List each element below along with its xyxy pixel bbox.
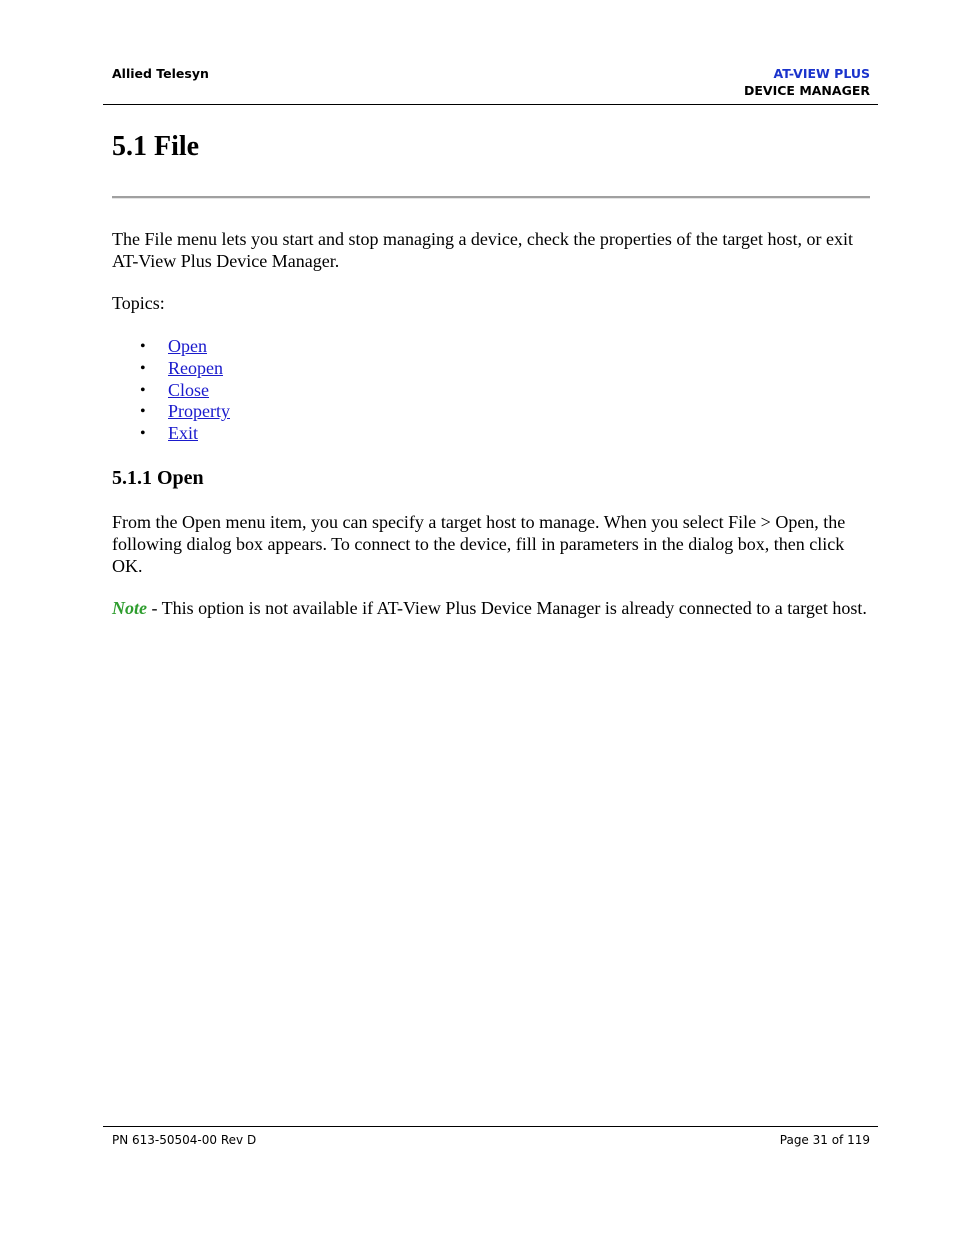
bullet-icon: • (140, 425, 146, 442)
product-name: AT-VIEW PLUS (773, 66, 870, 81)
bullet-icon: • (140, 403, 146, 421)
list-item (112, 401, 230, 423)
product-subtitle: DEVICE MANAGER (744, 83, 870, 98)
page-footer (103, 1126, 878, 1151)
company-name: Allied Telesyn (112, 66, 209, 81)
intro-paragraph: The File menu lets you start and stop managing a device, check the properties of the target host, or exit AT-View Plus Device Manager. (112, 229, 853, 271)
note-paragraph (112, 597, 872, 619)
list-item (112, 358, 230, 380)
bullet-icon: • (140, 381, 146, 399)
part-number: PN 613-50504-00 Rev D (112, 1133, 257, 1147)
topic-link-close[interactable]: Close (168, 379, 210, 400)
topic-link-property[interactable]: Property (168, 401, 230, 422)
list-item (112, 380, 230, 402)
page-header (103, 64, 878, 105)
section-title: 5.1 File (112, 131, 200, 162)
topic-link-exit[interactable]: Exit (168, 423, 198, 443)
note-text: - This option is not available if AT-View Plus Device Manager is already connected to a target host. (147, 598, 867, 618)
topic-link-open[interactable]: Open (168, 336, 207, 356)
subsection-title: 5.1.1 Open (112, 467, 204, 489)
bullet-icon: • (140, 338, 146, 355)
list-item (112, 423, 230, 445)
title-divider (112, 196, 870, 199)
open-description: From the Open menu item, you can specify a target host to manage. When you select File > Open, the following dialog box appears. To connect to the device, fill in parameters in the dialog box, then click OK. (112, 512, 846, 576)
topics-label: Topics: (112, 293, 165, 313)
topic-link-reopen[interactable]: Reopen (168, 357, 223, 378)
page-number: Page 31 of 119 (779, 1133, 870, 1147)
list-item (112, 336, 230, 358)
bullet-icon: • (140, 359, 146, 377)
note-label: Note (112, 598, 147, 618)
topics-list (112, 336, 230, 445)
